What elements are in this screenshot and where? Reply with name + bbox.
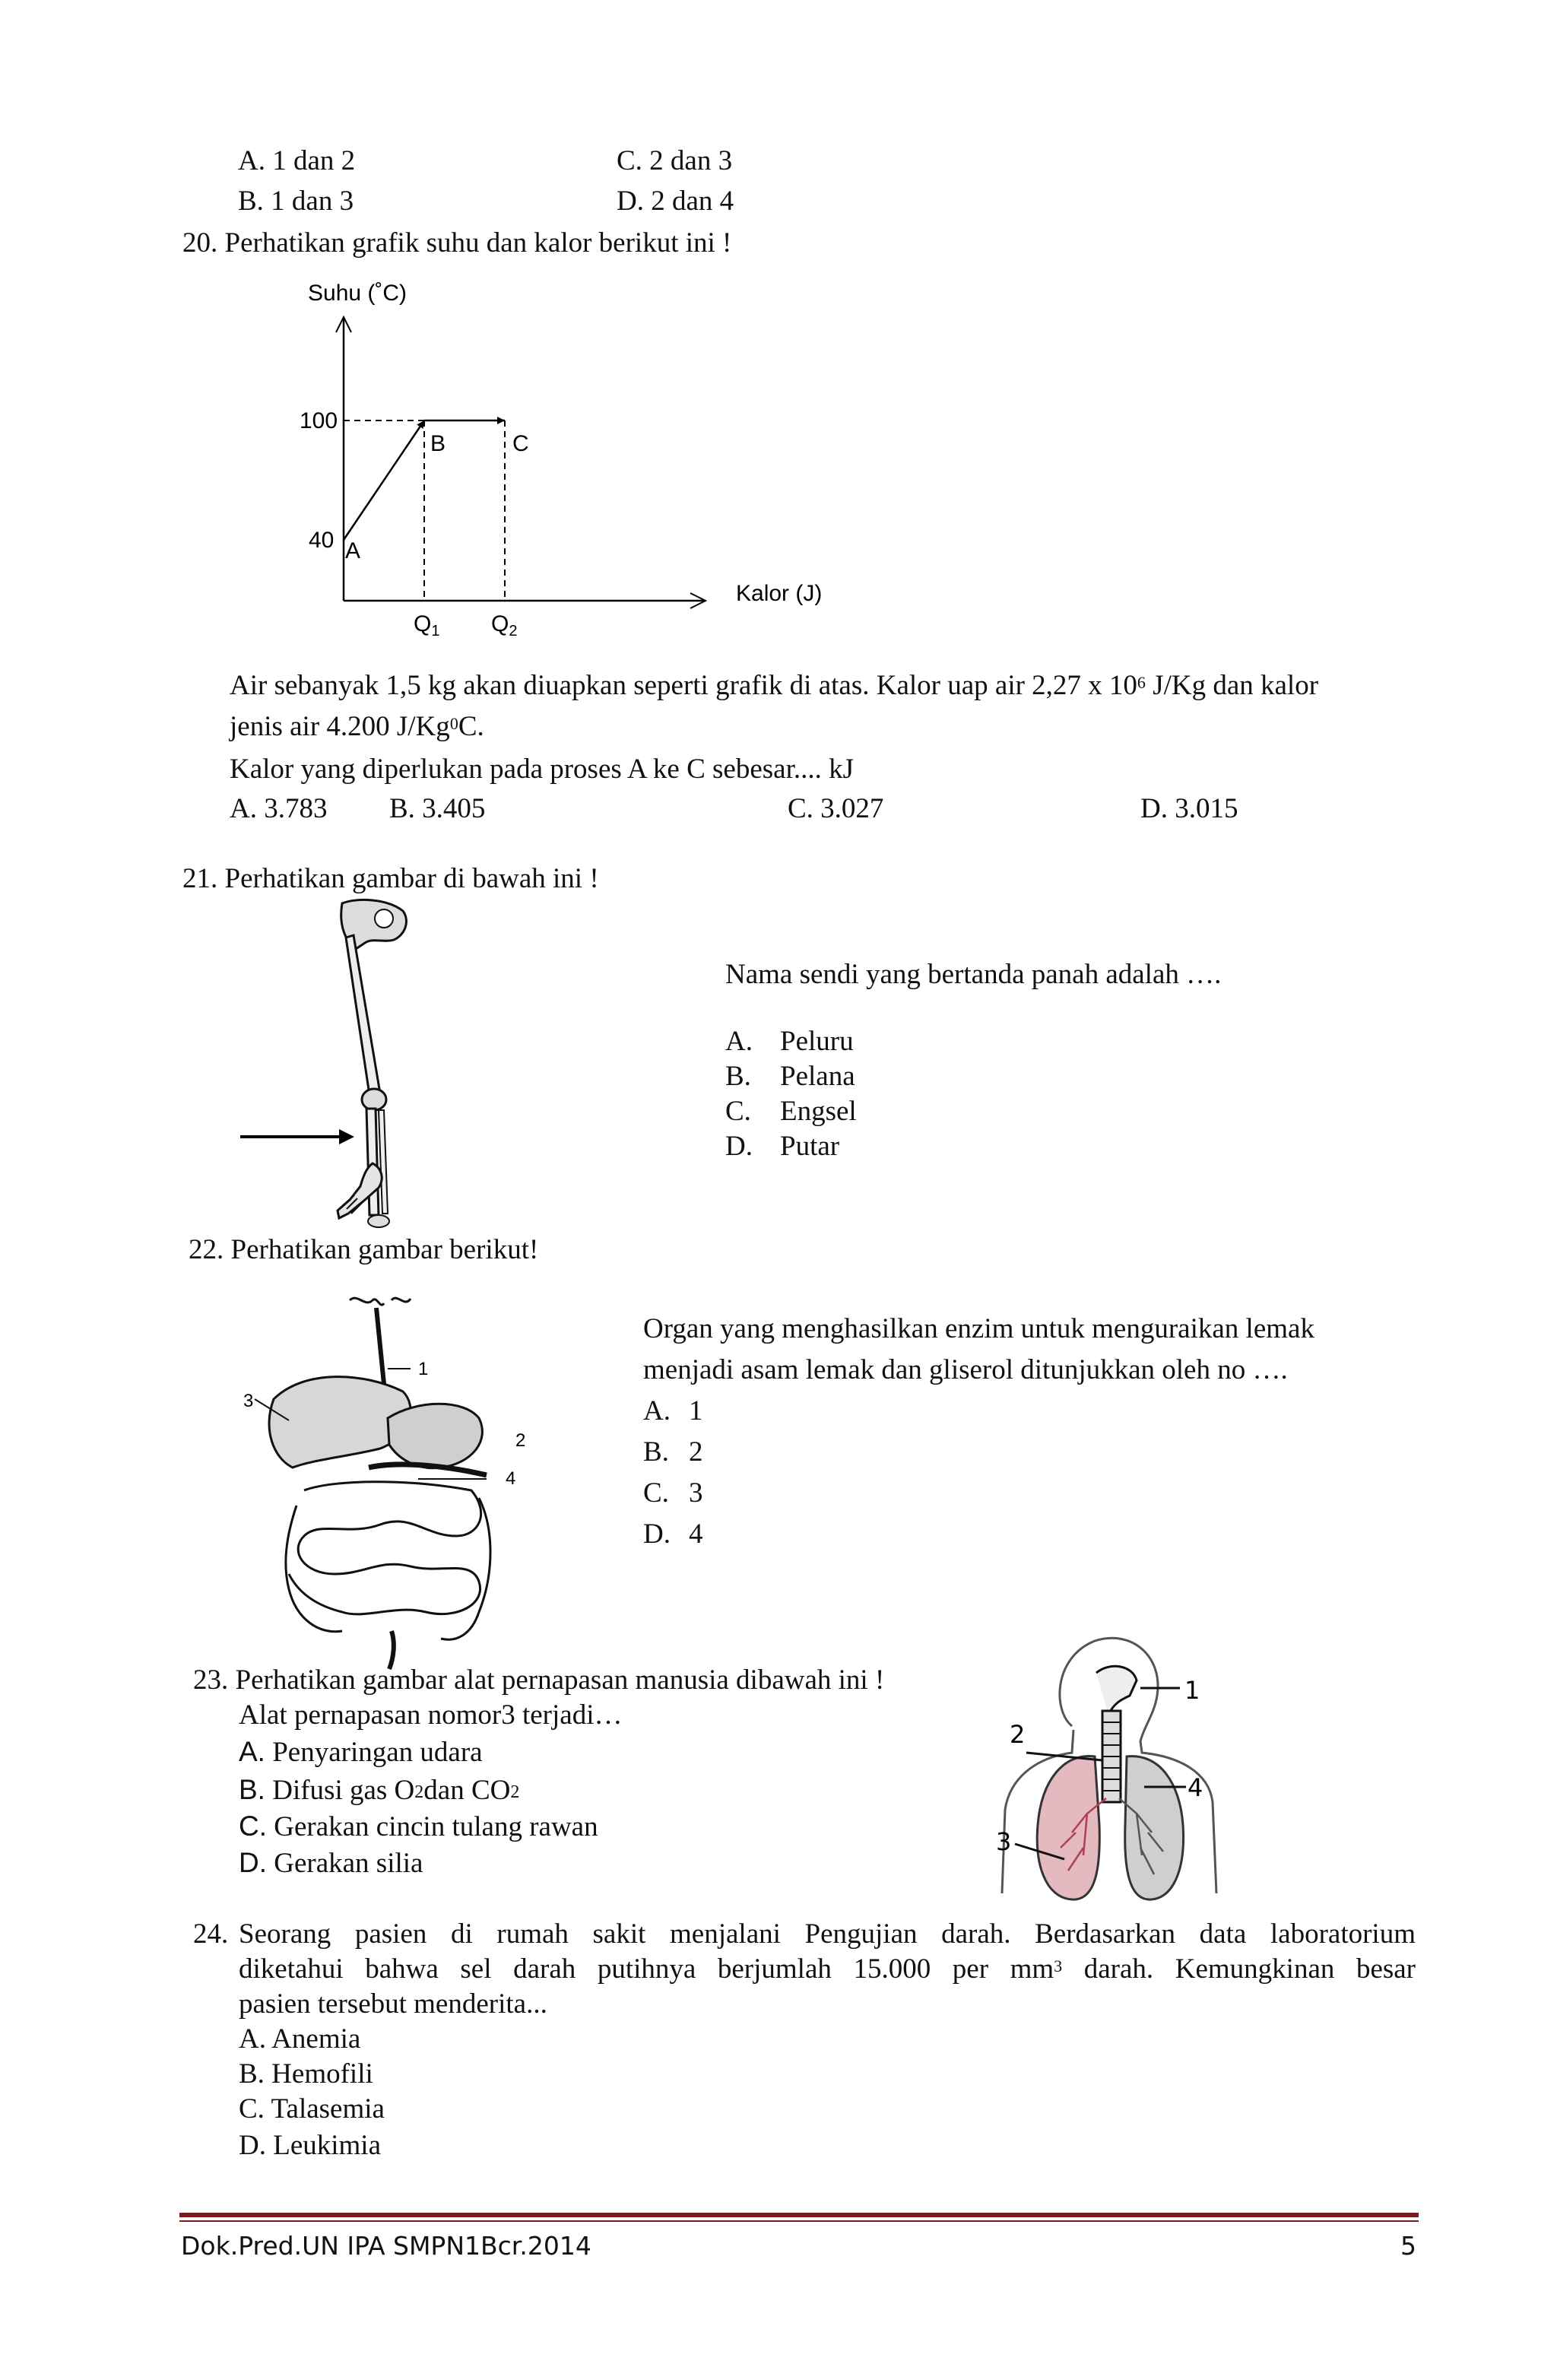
- q19-option-c: C. 2 dan 3: [617, 145, 733, 176]
- q24-option-a: A. Anemia: [239, 2023, 361, 2055]
- q24-option-d: D. Leukimia: [239, 2130, 382, 2161]
- q21-option-c: C. Engsel: [725, 1096, 857, 1127]
- arrow-pointer-icon: [240, 1125, 354, 1148]
- q20-title: 20. Perhatikan grafik suhu dan kalor berikut ini !: [182, 227, 732, 259]
- q20-option-b: B. 3.405: [389, 793, 486, 824]
- point-label-a: A: [345, 538, 361, 563]
- point-label-b: B: [430, 431, 446, 456]
- q24-number: 24.: [193, 1918, 229, 1950]
- q21-option-b: B. Pelana: [725, 1061, 855, 1092]
- q20-option-a: A. 3.783: [230, 793, 328, 824]
- q22-title: 22. Perhatikan gambar berikut!: [189, 1234, 539, 1265]
- x-axis-label: Kalor (J): [736, 581, 823, 606]
- q24-line1: Seorang pasien di rumah sakit menjalani Pengujian darah. Berdasarkan data laboratorium: [239, 1918, 1416, 1950]
- q21-option-a: A. Peluru: [725, 1026, 854, 1057]
- q22-option-a: A. 1: [643, 1395, 703, 1426]
- q20-option-d: D. 3.015: [1140, 793, 1238, 824]
- point-label-c: C: [512, 431, 529, 456]
- digestive-label-1: 1: [418, 1359, 429, 1379]
- x-tick-q1: $Q_1$: [414, 611, 440, 639]
- q24-line2: diketahui bahwa sel darah putihnya berjumlah 15.000 per $mm^3$ darah. Kemungkinan besar: [239, 1953, 1416, 1985]
- digestive-system-image: [228, 1285, 547, 1673]
- respiratory-label-1: 1: [1184, 1676, 1200, 1705]
- q20-question: Kalor yang diperlukan pada proses A ke C sebesar.... kJ: [230, 754, 855, 785]
- q22-option-c: C. 3: [643, 1477, 703, 1509]
- q20-text-line1: Air sebanyak 1,5 kg akan diuapkan seperti grafik di atas. Kalor uap air 2,27 x $10^6$ J/Kg dan kalor: [230, 670, 1319, 701]
- q21-option-d: D. Putar: [725, 1131, 840, 1162]
- q22-option-d: D. 4: [643, 1518, 703, 1550]
- digestive-label-2: 2: [515, 1430, 526, 1451]
- digestive-label-3: 3: [243, 1391, 254, 1411]
- q23-option-b: B. Difusi gas $O_2dan$ $CO_2$: [239, 1774, 520, 1806]
- footer-rule-thin: [179, 2220, 1419, 2222]
- q21-question: Nama sendi yang bertanda panah adalah ….: [725, 959, 1222, 990]
- y-tick-40: 40: [309, 528, 335, 553]
- respiratory-label-4: 4: [1188, 1773, 1203, 1802]
- q24-option-c: C. Talasemia: [239, 2093, 385, 2125]
- q22-option-b: B. 2: [643, 1436, 703, 1468]
- digestive-label-4: 4: [506, 1468, 516, 1489]
- q19-option-a: A. 1 dan 2: [238, 145, 356, 176]
- x-tick-q2: $Q_2$: [491, 611, 518, 639]
- q23-subtitle: Alat pernapasan nomor3 terjadi…: [239, 1699, 623, 1731]
- q20-text-line2: jenis air 4.200 J/Kg$^0$C.: [230, 711, 484, 742]
- y-axis-label: Suhu (˚C): [308, 281, 407, 306]
- q22-question-line2: menjadi asam lemak dan gliserol ditunjukkan oleh no ….: [643, 1354, 1288, 1385]
- q24-option-b: B. Hemofili: [239, 2058, 373, 2090]
- foot-bones-image: [335, 1163, 411, 1224]
- q19-option-d: D. 2 dan 4: [617, 186, 734, 217]
- footer-doc-label: Dok.Pred.UN IPA SMPN1Bcr.2014: [181, 2231, 591, 2261]
- q24-line3: pasien tersebut menderita...: [239, 1988, 547, 2020]
- q23-option-d: D. Gerakan silia: [239, 1847, 423, 1879]
- page-number: 5: [1400, 2231, 1416, 2261]
- lung-left-pink: [1037, 1756, 1099, 1900]
- footer-rule: [179, 2213, 1419, 2217]
- q23-title: 23. Perhatikan gambar alat pernapasan manusia dibawah ini !: [193, 1664, 885, 1696]
- q22-question-line1: Organ yang menghasilkan enzim untuk menguraikan lemak: [643, 1313, 1314, 1344]
- q19-option-b: B. 1 dan 3: [238, 186, 354, 217]
- y-tick-100: 100: [300, 408, 338, 433]
- temperature-heat-chart: [289, 270, 823, 646]
- respiratory-system-image: [981, 1627, 1232, 1909]
- q23-option-c: C. Gerakan cincin tulang rawan: [239, 1810, 598, 1842]
- q23-option-a: A. Penyaringan udara: [239, 1736, 483, 1768]
- q20-option-c: C. 3.027: [788, 793, 884, 824]
- segment-a-b: [344, 420, 424, 540]
- respiratory-label-2: 2: [1010, 1720, 1026, 1749]
- q21-title: 21. Perhatikan gambar di bawah ini !: [182, 863, 599, 894]
- respiratory-label-3: 3: [996, 1827, 1012, 1856]
